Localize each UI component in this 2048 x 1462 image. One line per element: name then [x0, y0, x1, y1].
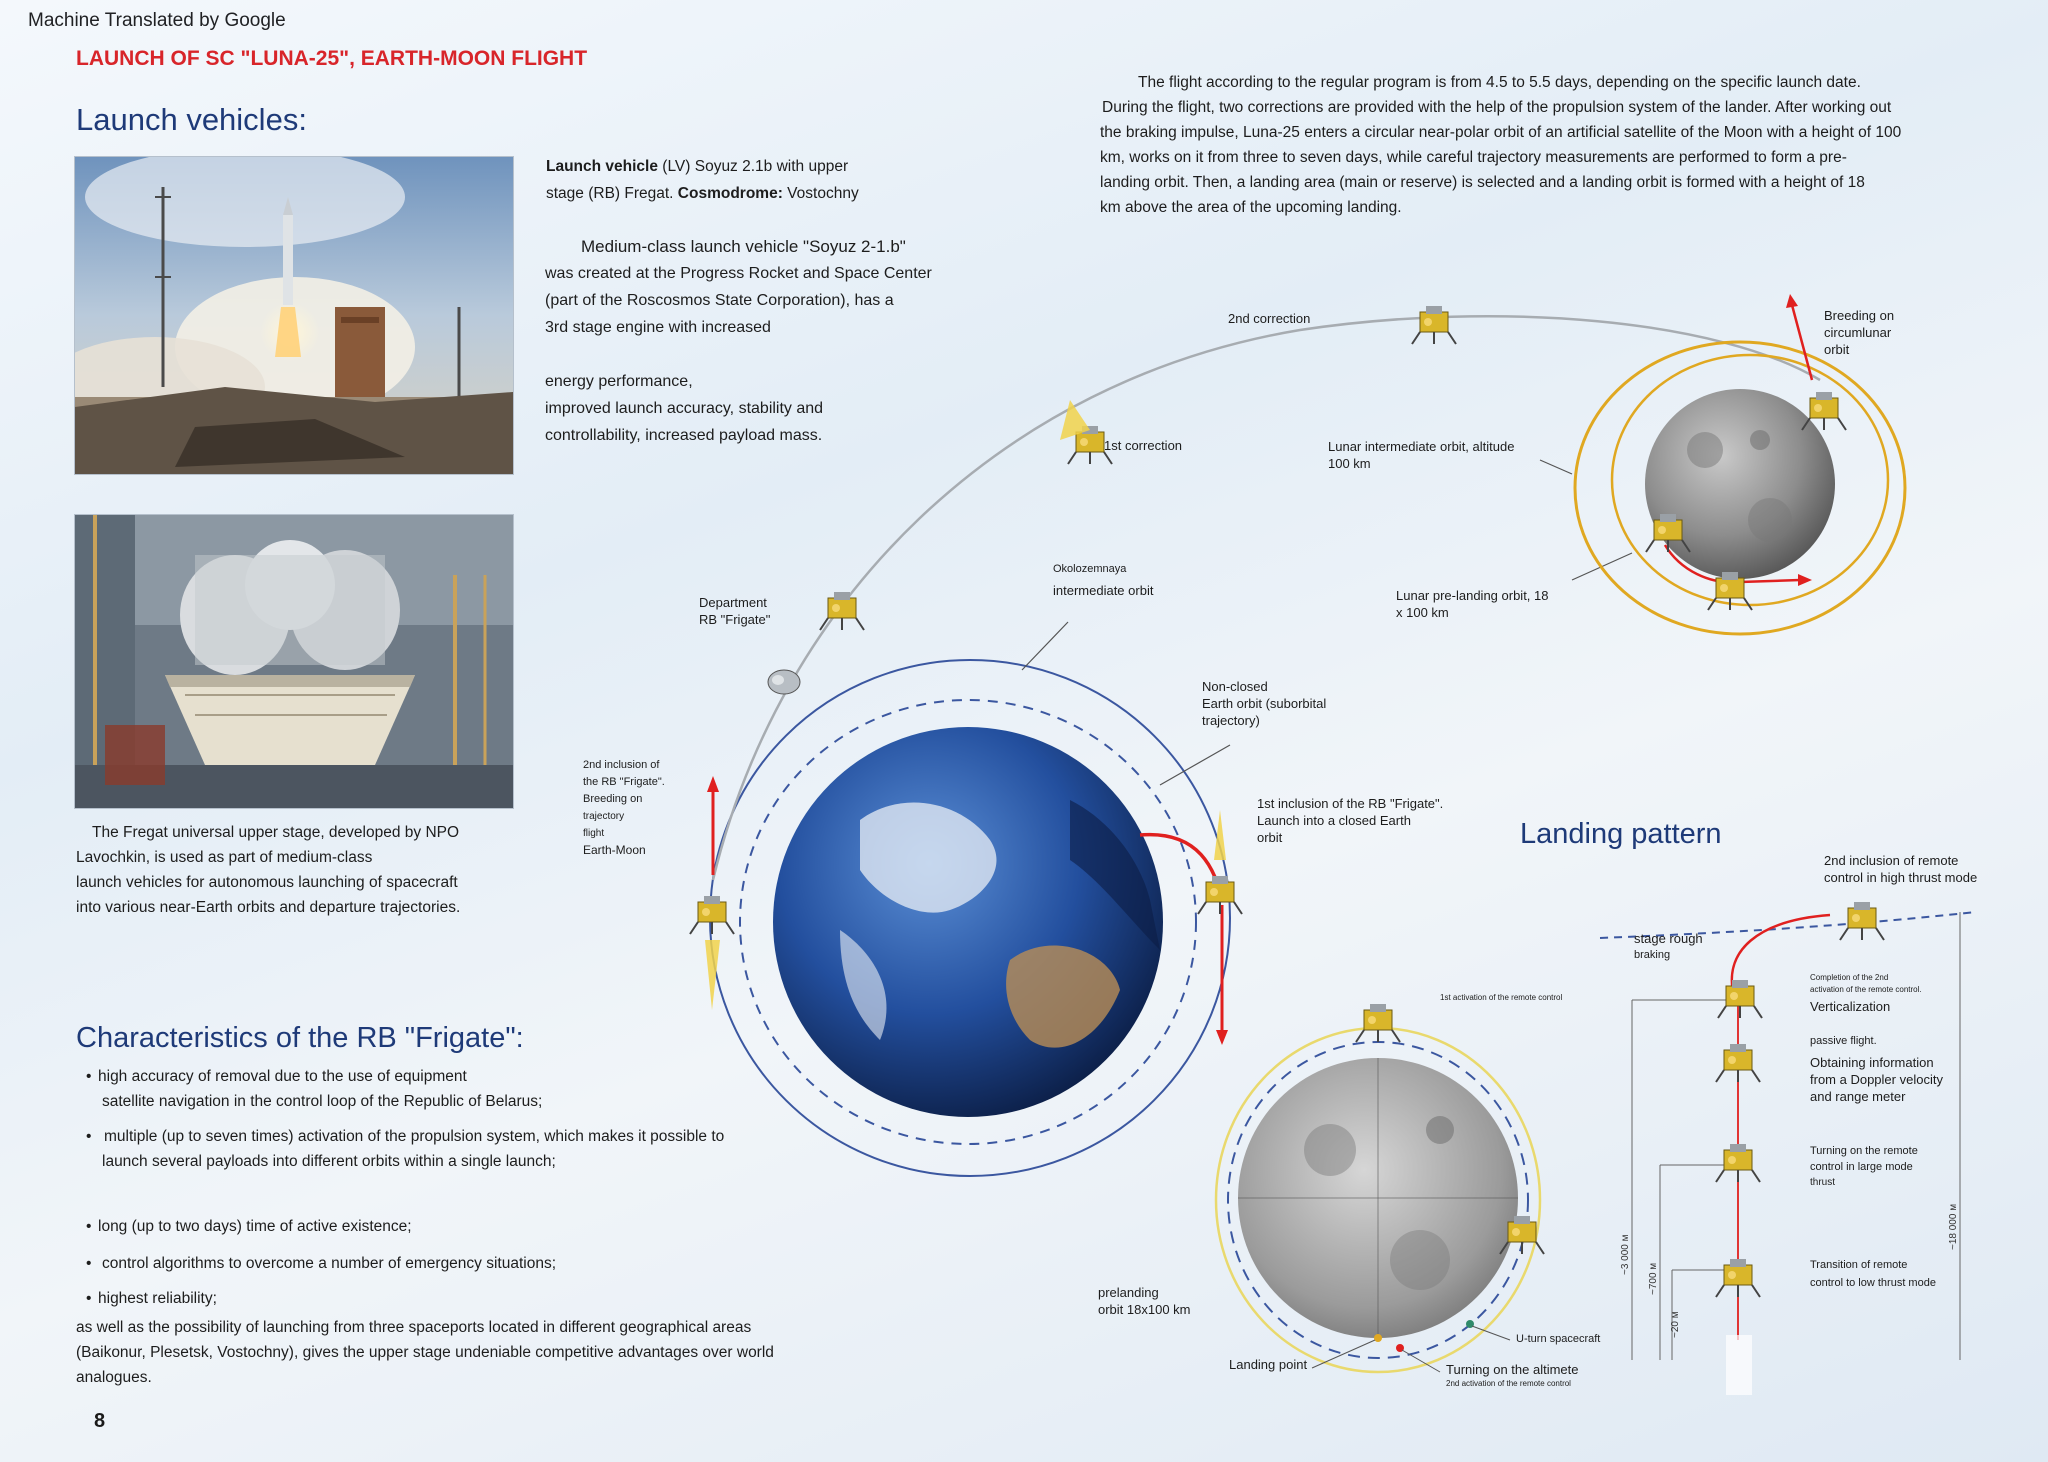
obtaining-info-label: passive flight. Obtaining information from a Doppler velocity and range meter [1810, 1035, 1943, 1104]
lander-icon [1060, 400, 1112, 464]
prelanding-orbit-label: prelanding orbit 18x100 km [1098, 1285, 1191, 1317]
moon-globe [1645, 389, 1835, 579]
page-title: LAUNCH OF SC "LUNA-25", EARTH-MOON FLIGHT [76, 47, 588, 70]
lander-icon [1716, 1259, 1760, 1297]
list-item: • high accuracy of removal due to the use of equipment satellite navigation in the control loop of the Republic of Belarus; [86, 1064, 806, 1114]
lander-icon [1840, 902, 1884, 940]
completion-label: Completion of the 2nd activation of the remote control. Verticalization [1810, 973, 1922, 1014]
lunar-prelanding-label: Lunar pre-landing orbit, 18 x 100 km [1396, 588, 1549, 620]
second-remote-label: 2nd inclusion of remote control in high thrust mode [1824, 853, 1978, 885]
transition-label: Transition of remote control to low thrust mode [1810, 1259, 1936, 1289]
launch-vehicle-description: Medium-class launch vehicle "Soyuz 2-1.b" was created at the Progress Rocket and Space Center (part of the Roscosmos State Corporation), has a 3rd stage engine with increased energy performance, improved launch accuracy, stability and controllability, increased payload mass. [545, 237, 932, 444]
lander-icon [1412, 306, 1456, 344]
lander-icon [1198, 810, 1242, 914]
department-label: Department RB "Frigate" [699, 595, 771, 627]
alt-18000-label: ~18 000 м [1948, 1203, 1959, 1250]
characteristics-heading: Characteristics of the RB "Frigate": [76, 1022, 524, 1054]
moon-globe [1238, 1058, 1518, 1338]
flight-description: The flight according to the regular program is from 4.5 to 5.5 days, depending on the specific launch date. During the flight, two corrections are provided with the help of the propulsion system of the lander. After working out the braking impulse, Luna-25 enters a circular near-polar orbit of an artificial satellite of the Moon with a height of 100 km, works on it from three to seven days, while careful trajectory measurements are performed to form a pre- landing orbit. Then, a landing area (main or reserve) is selected and a landing orbit is formed with a height of 18 km above the area of the upcoming landing. [1100, 74, 1902, 216]
list-item: • highest reliability; [86, 1286, 806, 1311]
non-closed-orbit-label: Non-closed Earth orbit (suborbital trajectory) [1202, 679, 1327, 728]
fregat-icon [768, 670, 800, 694]
u-turn-label: U-turn spacecraft [1516, 1333, 1601, 1345]
launch-vehicles-heading: Launch vehicles: [76, 102, 307, 137]
page-number: 8 [94, 1410, 106, 1432]
turning-on-label: Turning on the remote control in large mode thrust [1810, 1145, 1918, 1188]
landing-pattern-heading: Landing pattern [1520, 818, 1722, 850]
launch-vehicle-summary: Launch vehicle (LV) Soyuz 2.1b with upper stage (RB) Fregat. Cosmodrome: Vostochny [546, 158, 859, 202]
list-item: • multiple (up to seven times) activation of the propulsion system, which makes it possible to launch several payloads into different orbits within a single launch; [86, 1124, 806, 1174]
lunar-intermediate-label: Lunar intermediate orbit, altitude 100 km [1328, 439, 1515, 471]
machine-translated-note: Machine Translated by Google [28, 10, 286, 31]
second-inclusion-label: 2nd inclusion of the RB "Frigate". Breeding on trajectory flight Earth-Moon [583, 759, 665, 857]
stage-rough-label: stage rough braking [1634, 931, 1703, 961]
turning-altimeter-label: Turning on the altimete [1446, 1362, 1579, 1377]
alt-3000-label: ~3 000 м [1620, 1234, 1631, 1275]
first-inclusion-label: 1st inclusion of the RB "Frigate". Launch into a closed Earth orbit [1257, 796, 1444, 845]
characteristics-closing: as well as the possibility of launching from three spaceports located in different geographical areas (Baikonur, Plesetsk, Vostochny), gives the upper stage undeniable competitive advantages over world analogues. [76, 1319, 774, 1386]
lander-icon [1718, 980, 1762, 1018]
lander-icon [690, 896, 734, 1010]
breeding-label: Breeding on circumlunar orbit [1824, 308, 1895, 357]
second-correction-label: 2nd correction [1228, 311, 1311, 326]
list-item: • control algorithms to overcome a number of emergency situations; [86, 1251, 806, 1276]
alt-20-label: ~20 м [1670, 1311, 1681, 1338]
landing-point-label: Landing point [1229, 1357, 1308, 1372]
okolozemnaya-label: Okolozemnaya intermediate orbit [1053, 563, 1154, 598]
lander-icon [1716, 1144, 1760, 1182]
second-activation-label: 2nd activation of the remote control [1446, 1379, 1571, 1388]
list-item: • long (up to two days) time of active existence; [86, 1214, 806, 1239]
first-activation-label: 1st activation of the remote control [1440, 993, 1563, 1002]
earth-globe [773, 727, 1163, 1117]
first-correction-label: 1st correction [1104, 438, 1183, 453]
lander-icon [1716, 1044, 1760, 1082]
fregat-caption: The Fregat universal upper stage, developed by NPO Lavochkin, is used as part of medium-class launch vehicles for autonomous launching of spacecraft into various near-Earth orbits and departure trajectories. [76, 824, 461, 916]
alt-700-label: ~700 м [1648, 1262, 1659, 1295]
lander-icon [1356, 1004, 1400, 1042]
